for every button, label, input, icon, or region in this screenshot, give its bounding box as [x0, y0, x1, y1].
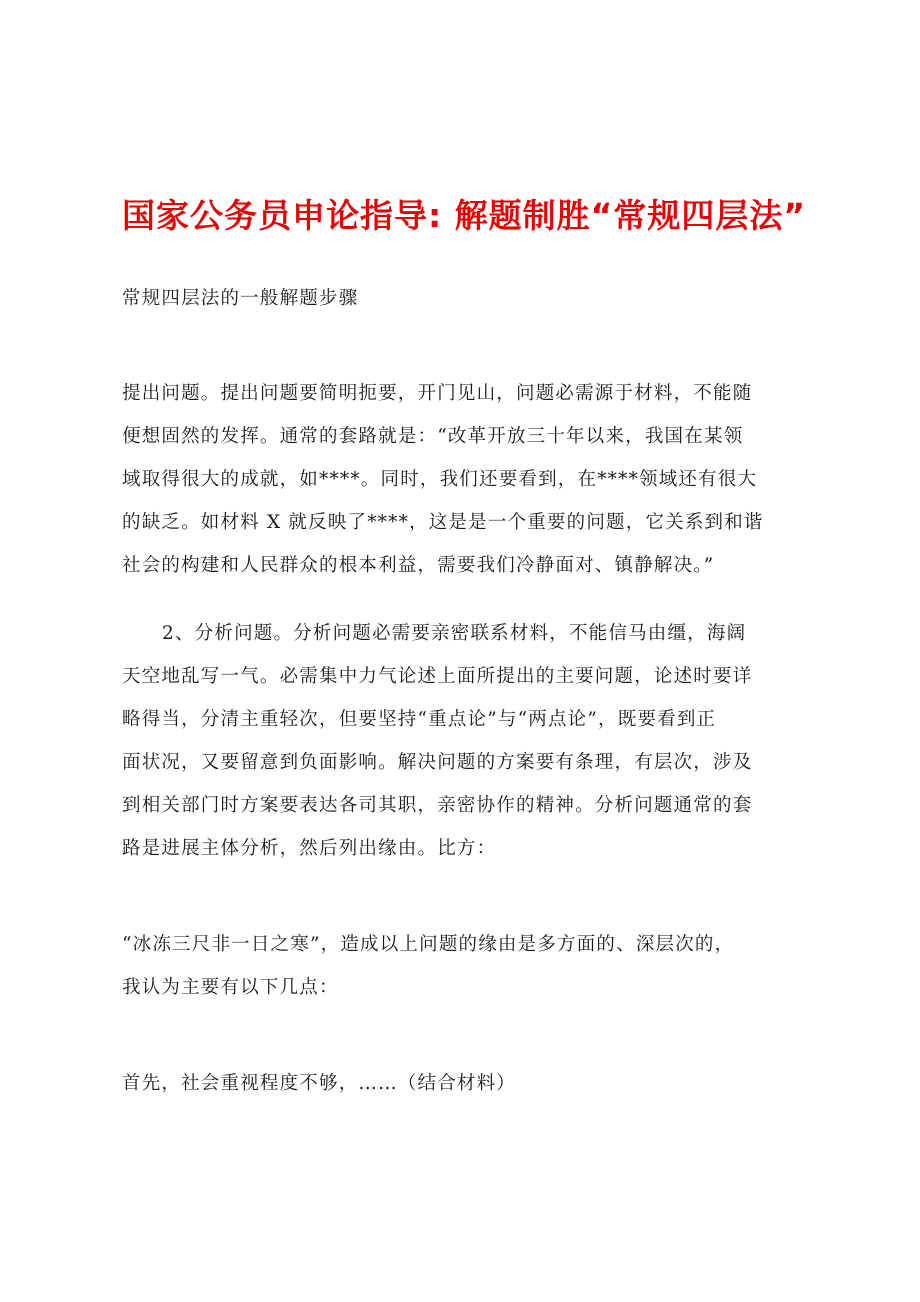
text-line: 提出问题。提出问题要简明扼要，开门见山，问题必需源于材料，不能随 — [122, 383, 753, 404]
text-line: 天空地乱写一气。必需集中力气论述上面所提出的主要问题，论述时要详 — [122, 666, 753, 687]
subtitle: 常规四层法的一般解题步骤 — [122, 288, 359, 309]
text-line: “冰冻三尺非一日之寒”，造成以上问题的缘由是多方面的、深层次的， — [122, 934, 735, 955]
text-line: 到相关部门时方案要表达各司其职，亲密协作的精神。分析问题通常的套 — [122, 795, 753, 816]
text-line: 我认为主要有以下几点： — [122, 977, 339, 998]
paragraph-4: 首先，社会重视程度不够，……（结合材料） — [122, 1073, 517, 1094]
text-line: 路是进展主体分析，然后列出缘由。比方： — [122, 838, 497, 859]
text-line: 社会的构建和人民群众的根本利益，需要我们冷静面对、镇静解决。” — [122, 555, 715, 576]
text-line: 的缺乏。如材料 X 就反映了****，这是是一个重要的问题，它关系到和谐 — [122, 512, 764, 533]
text-line: 域取得很大的成就，如****。同时，我们还要看到，在****领域还有很大 — [122, 469, 758, 490]
document-title: 国家公务员申论指导: 解题制胜“常规四层法” — [122, 196, 807, 235]
text-line: 面状况，又要留意到负面影响。解决问题的方案要有条理，有层次，涉及 — [122, 752, 753, 773]
text-line: 便想固然的发挥。通常的套路就是：“改革开放三十年以来，我国在某领 — [122, 426, 744, 447]
text-line: 略得当，分清主重轻次，但要坚持“重点论”与“两点论”，既要看到正 — [122, 709, 717, 730]
text-line: 2、分析问题。分析问题必需要亲密联系材料，不能信马由缰，海阔 — [162, 623, 747, 644]
